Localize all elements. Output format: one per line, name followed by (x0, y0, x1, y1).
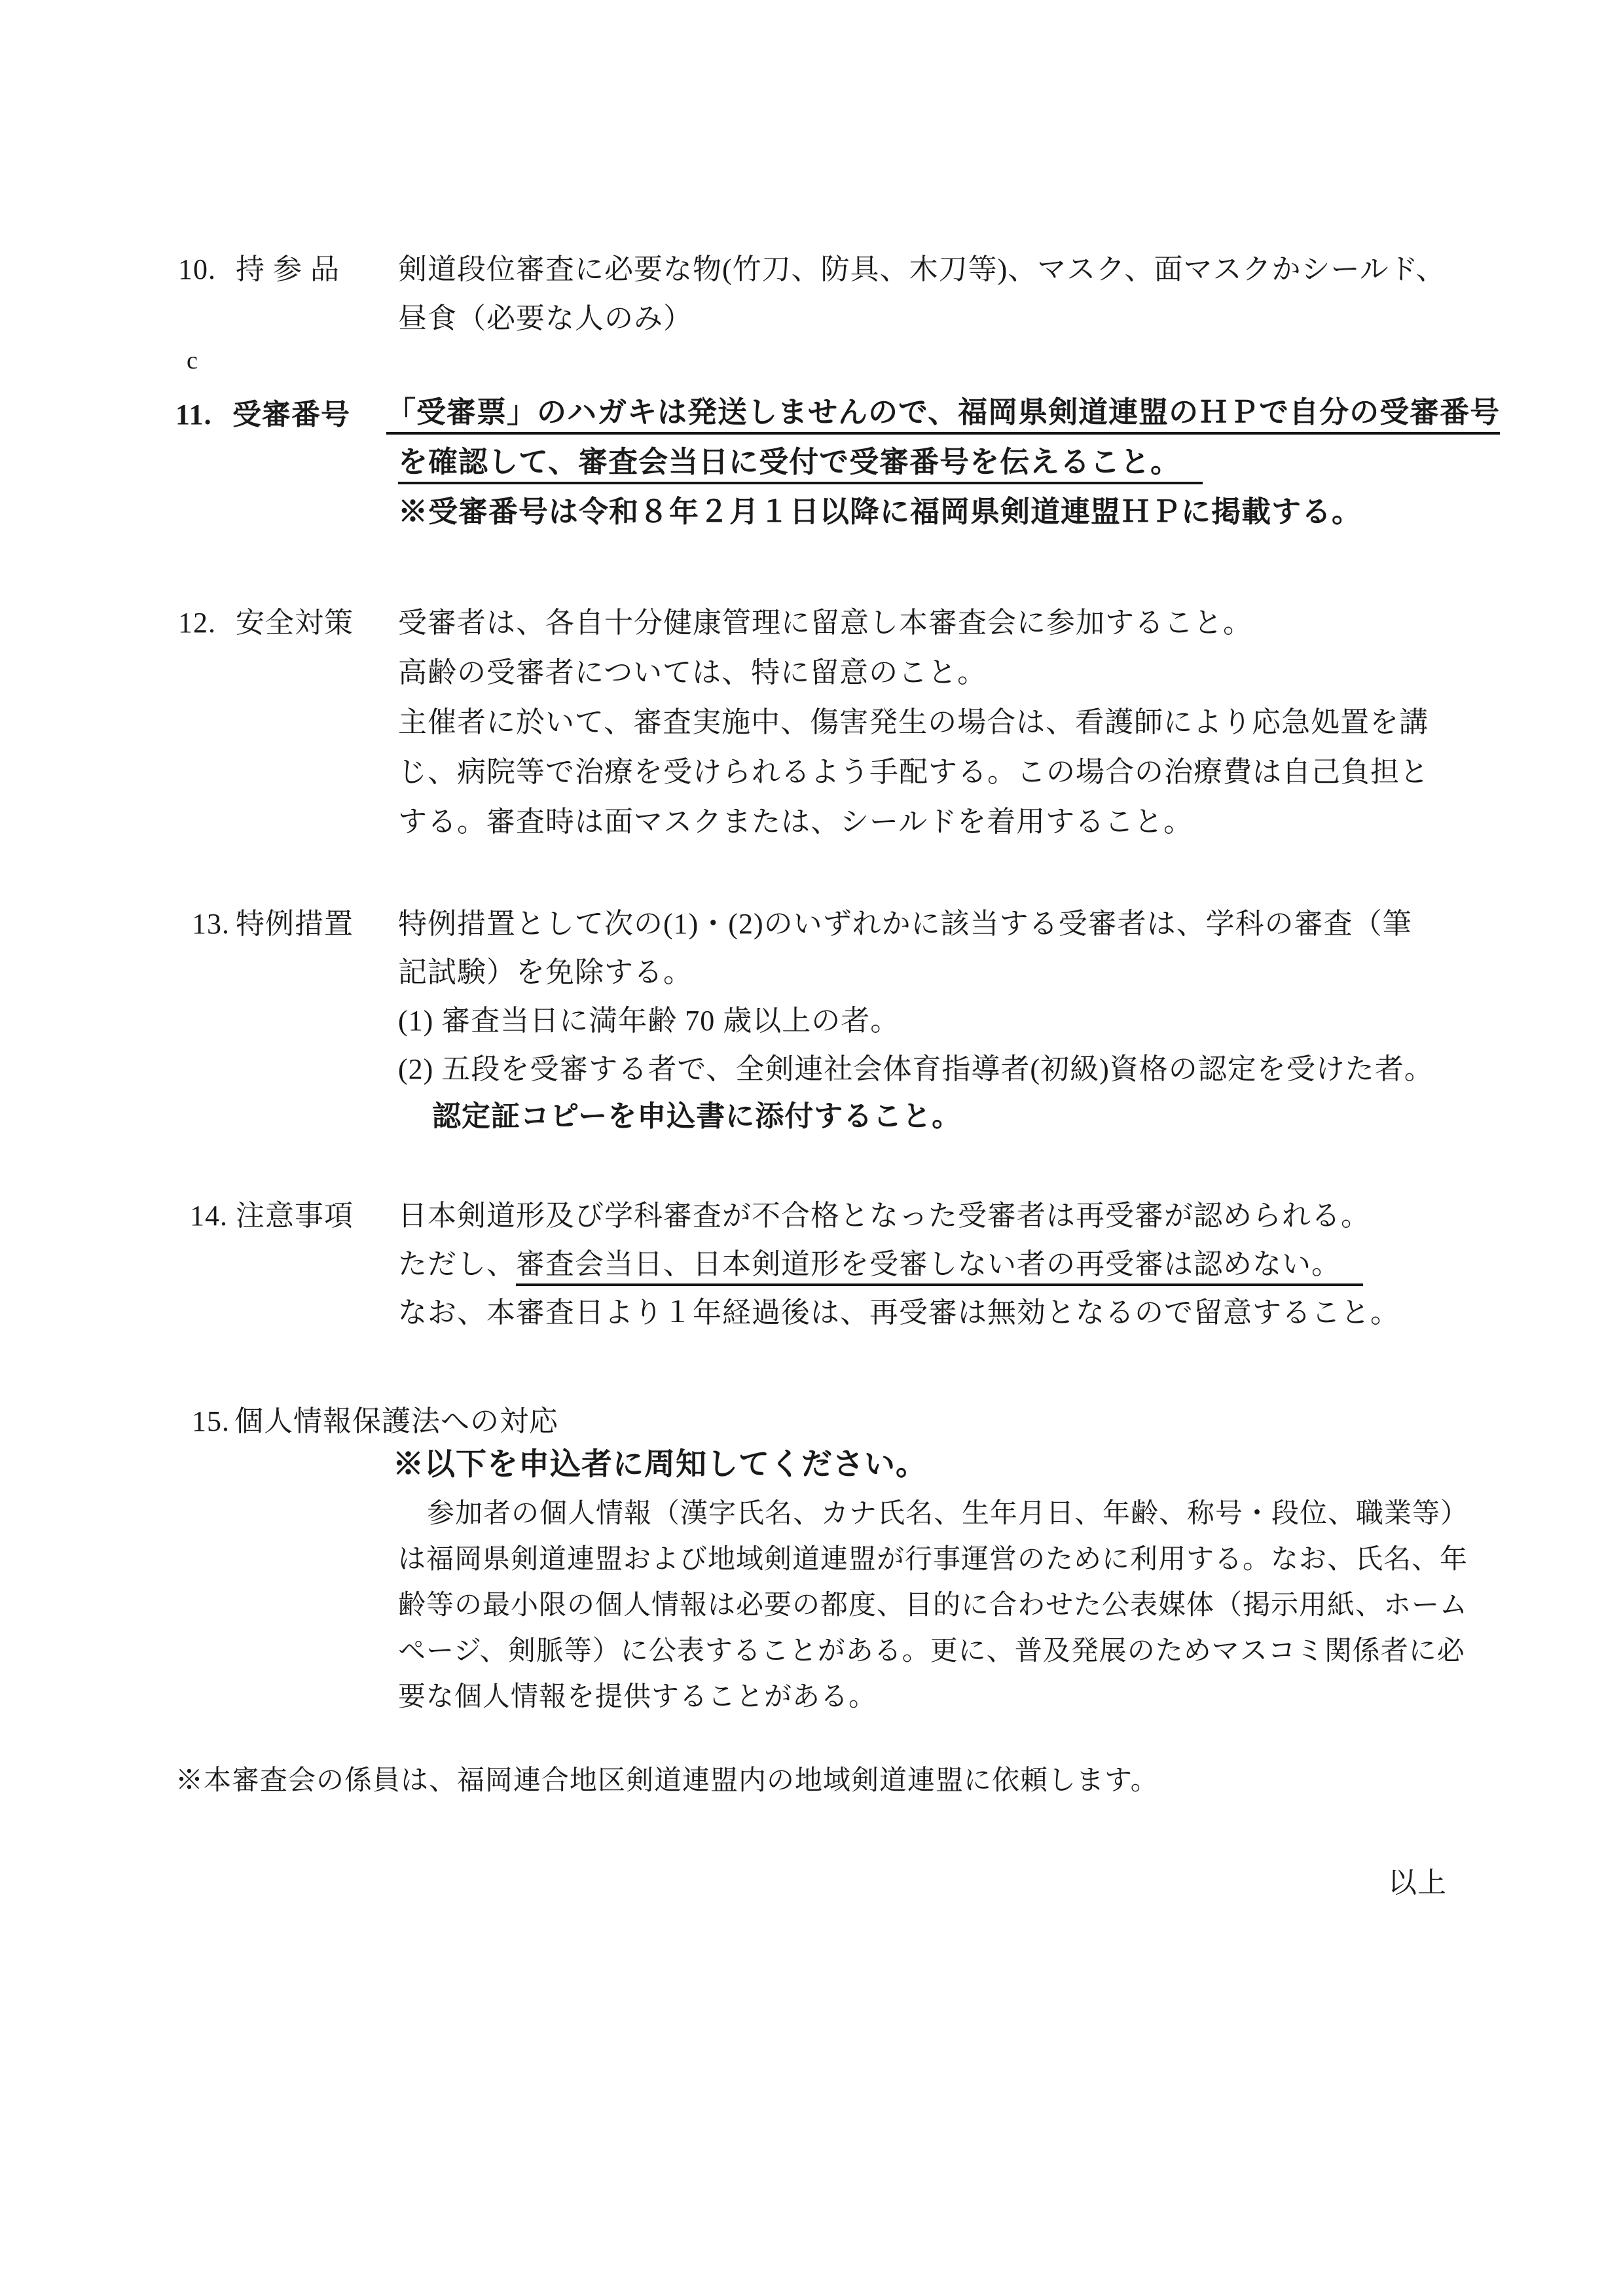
item12-label: 安全対策 (236, 607, 354, 639)
item10-line2: 昼食（必要な人のみ） (398, 302, 693, 334)
item14-line2-prefix: ただし、 (398, 1248, 516, 1280)
item10-number: 10. (178, 253, 216, 285)
item11-number: 11. (175, 399, 212, 431)
item15-number: 15. (192, 1405, 230, 1437)
item14-label: 注意事項 (236, 1200, 354, 1232)
item15-label: 個人情報保護法への対応 (234, 1405, 558, 1437)
item12-line2: 高齢の受審者については、特に留意のこと。 (398, 656, 987, 689)
item15-paragraph-line5: 要な個人情報を提供することがある。 (398, 1682, 877, 1712)
item15-paragraph-line3: 齢等の最小限の個人情報は必要の都度、目的に合わせた公表媒体（掲示用紙、ホーム (398, 1590, 1468, 1621)
item10-line1: 剣道段位審査に必要な物(竹刀、防具、木刀等)、マスク、面マスクかシールド、 (398, 253, 1446, 285)
footnote: ※本審査会の係員は、福岡連合地区剣道連盟内の地域剣道連盟に依頼します。 (175, 1766, 1159, 1796)
item13-condition1: (1) 審査当日に満年齢 70 歳以上の者。 (398, 1005, 900, 1037)
item12-number: 12. (178, 607, 216, 639)
item15-paragraph-line2: は福岡県剣道連盟および地域剣道連盟が行事運営のために利用する。なお、氏名、年 (398, 1545, 1468, 1575)
item11-label: 受審番号 (232, 399, 350, 431)
item11-note: ※受審番号は令和８年２月１日以降に福岡県剣道連盟ＨＰに掲載する。 (398, 495, 1362, 528)
stray-character: c (187, 347, 198, 374)
item11-line1-underlined: 「受審票」のハガキは発送しませんので、福岡県剣道連盟のＨＰで自分の受審番号 (386, 398, 1500, 435)
item14-line1: 日本剣道形及び学科審査が不合格となった受審者は再受審が認められる。 (398, 1200, 1370, 1232)
item12-line1: 受審者は、各自十分健康管理に留意し本審査会に参加すること。 (398, 607, 1252, 639)
item11-line2 (398, 448, 1203, 484)
item11-line1 (386, 398, 1500, 435)
item10-label: 持 参 品 (236, 253, 340, 285)
item14-line3: なお、本審査日より１年経過後は、再受審は無効となるので留意すること。 (398, 1297, 1400, 1329)
item13-number: 13. (192, 908, 230, 940)
item13-line2: 記試験）を免除する。 (398, 956, 693, 988)
item15-paragraph-line1: 参加者の個人情報（漢字氏名、カナ氏名、生年月日、年齢、称号・段位、職業等） (427, 1499, 1469, 1529)
item12-line3: 主催者に於いて、審査実施中、傷害発生の場合は、看護師により応急処置を講 (398, 706, 1429, 738)
item15-paragraph-line4: ページ、剣脈等）に公表することがある。更に、普及発展のためマスコミ関係者に必 (398, 1636, 1465, 1666)
item12-line5: する。審査時は面マスクまたは、シールドを着用すること。 (398, 806, 1194, 838)
item13-line1: 特例措置として次の(1)・(2)のいずれかに該当する受審者は、学科の審査（筆 (398, 908, 1412, 940)
item14-line2-underlined: 審査会当日、日本剣道形を受審しない者の再受審は認めない。 (516, 1250, 1363, 1286)
item13-label: 特例措置 (236, 908, 354, 940)
item11-line2-underlined: を確認して、審査会当日に受付で受審番号を伝えること。 (398, 448, 1203, 484)
closing-ijou: 以上 (1388, 1867, 1447, 1899)
item13-condition2: (2) 五段を受審する者で、全剣連社会体育指導者(初級)資格の認定を受けた者。 (398, 1053, 1434, 1085)
item14-number: 14. (190, 1200, 228, 1232)
item12-line4: じ、病院等で治療を受けられるよう手配する。この場合の治療費は自己負担と (398, 756, 1429, 788)
item13-bold-note: 認定証コピーを申込書に添付すること。 (432, 1100, 962, 1132)
item14-line2 (398, 1250, 1363, 1286)
item15-notice: ※以下を申込者に周知してください。 (393, 1448, 927, 1482)
